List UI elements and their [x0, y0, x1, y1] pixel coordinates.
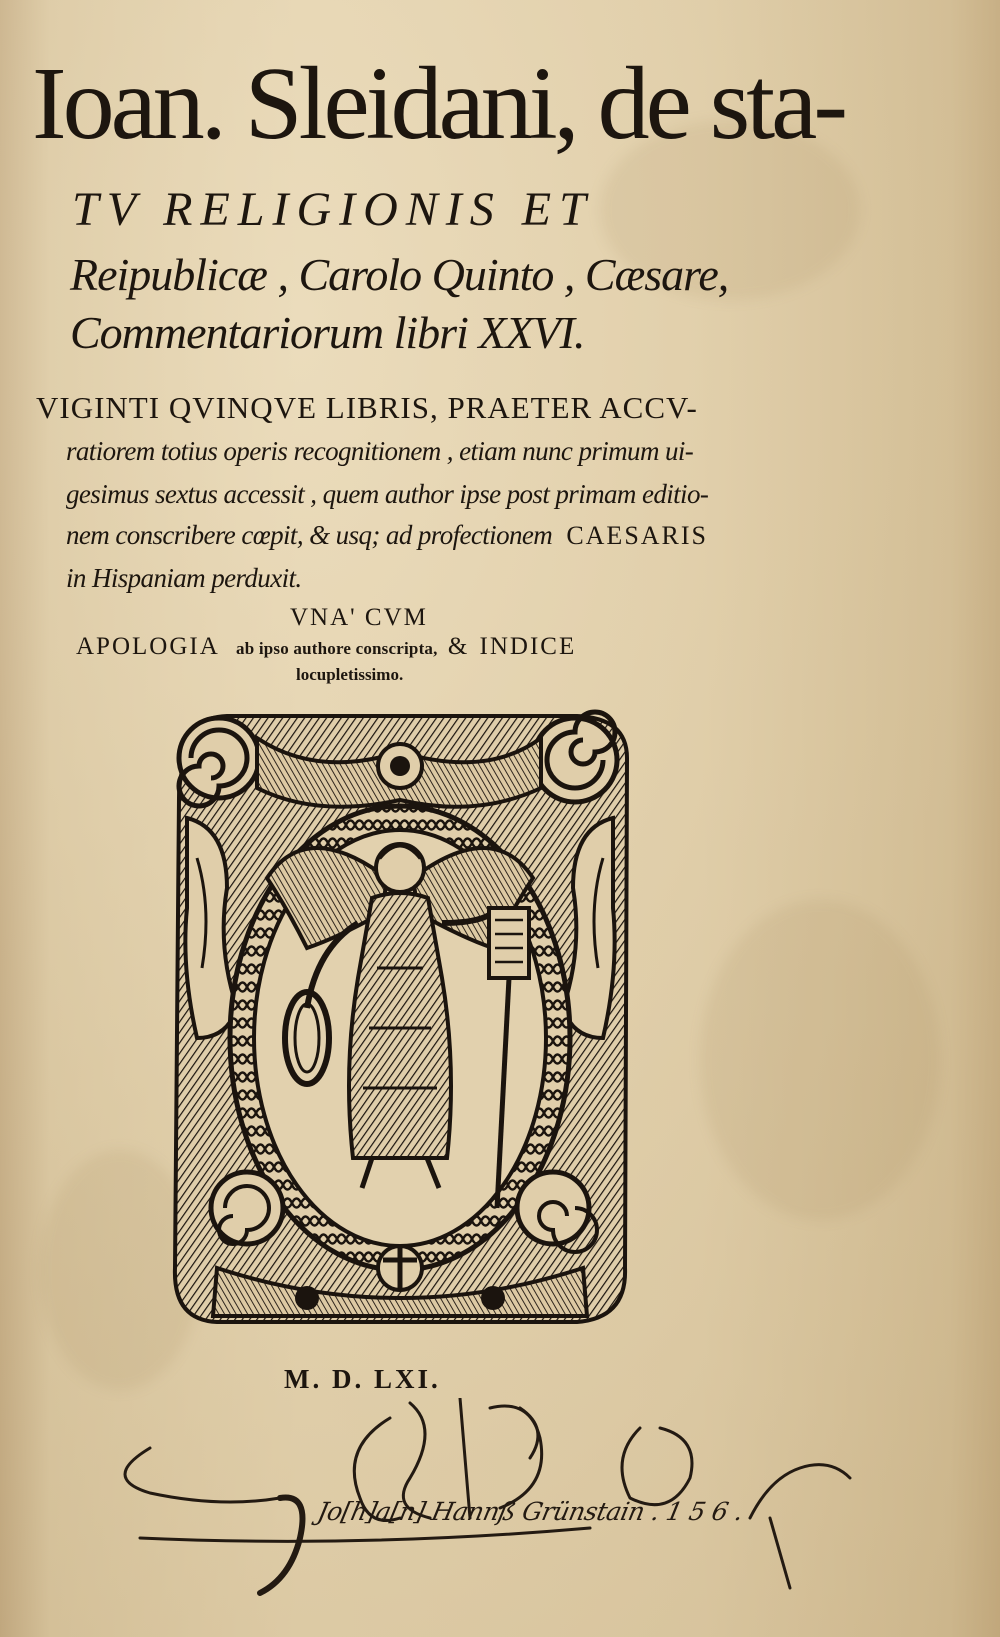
- una-cum: VNA' CVM: [290, 604, 428, 631]
- subtitle-caesaris: CAESARIS: [566, 521, 709, 550]
- ab-ipso-text: ab ipso authore conscripta,: [236, 639, 438, 658]
- signature-text: Jo[h]a[n] Hannß Grünstain . 1 5 6 .: [314, 1497, 746, 1526]
- paper-stain: [700, 900, 940, 1220]
- title-line-2: TV RELIGIONIS ET: [72, 183, 594, 236]
- subtitle-line-3: gesimus sextus accessit , quem author ipse post primam editio-: [66, 479, 709, 509]
- title-line-4: Commentariorum libri XXVI.: [70, 307, 585, 358]
- subtitle-line-5: in Hispaniam perduxit.: [66, 563, 302, 593]
- subtitle-line-1: VIGINTI QVINQVE LIBRIS, PRAETER ACCV-: [36, 390, 698, 425]
- locupletissimo: locupletissimo.: [296, 665, 404, 684]
- subtitle-line-2: ratiorem totius operis recognitionem , etiam nunc primum ui-: [66, 436, 694, 466]
- apologia-line: [76, 634, 576, 659]
- subtitle-line-4: [66, 522, 708, 549]
- title-line-3: Reipublicæ , Carolo Quinto , Cæsare,: [70, 249, 729, 300]
- apologia-word: APOLOGIA: [76, 633, 220, 660]
- title-line-1: Ioan. Sleidani, de sta-: [32, 46, 844, 161]
- indice-word: INDICE: [479, 633, 577, 660]
- imprint-date: M. D. LXI.: [284, 1364, 441, 1394]
- woodcut-device-victory-icon: [157, 708, 643, 1338]
- ampersand: &: [447, 633, 470, 660]
- subtitle-line-4-italic: nem conscribere cœpit, & usq; ad profectionem: [66, 520, 553, 550]
